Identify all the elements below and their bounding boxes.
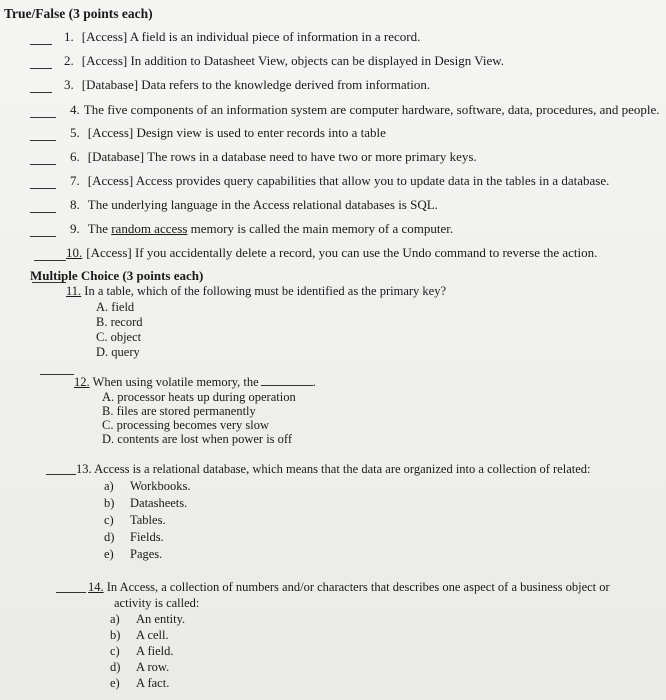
tf-question-row	[0, 148, 666, 170]
question-text: 9. The random access memory is called the main memory of a computer.	[70, 221, 454, 236]
tf-question-row	[0, 52, 666, 74]
answer-blank[interactable]	[56, 592, 86, 593]
option: C. object	[96, 330, 142, 344]
option: C. processing becomes very slow	[102, 418, 269, 432]
tf-question-row	[0, 220, 666, 242]
option: d) Fields.	[104, 530, 164, 544]
question-text: 7. [Access] Access provides query capabilities that allow you to update data in the tables in a database.	[70, 173, 610, 188]
fill-in-blank[interactable]	[261, 385, 313, 386]
question-text: 4. The five components of an information system are computer hardware, software, data, procedures, and people.	[70, 102, 660, 117]
option: A. field	[96, 300, 135, 314]
option: c) Tables.	[104, 513, 166, 527]
answer-blank[interactable]	[30, 68, 52, 69]
tf-question-row	[0, 172, 666, 194]
answer-blank[interactable]	[30, 236, 56, 237]
question-14-stem-continued: activity is called:	[114, 596, 200, 610]
option: a) An entity.	[110, 612, 186, 626]
option: e) Pages.	[104, 547, 163, 561]
option: D. query	[96, 345, 140, 359]
option: B. files are stored permanently	[102, 404, 256, 418]
multiple-choice-heading: Multiple Choice (3 points each)	[30, 268, 204, 283]
answer-blank[interactable]	[30, 44, 52, 45]
question-text: 6. [Database] The rows in a database need to have two or more primary keys.	[70, 149, 477, 164]
answer-blank[interactable]	[30, 212, 56, 213]
question-14-stem: 14. In Access, a collection of numbers and/or characters that describes one aspect of a business object or	[88, 580, 610, 594]
question-text: 5. [Access] Design view is used to enter records into a table	[70, 125, 386, 140]
tf-question-row	[0, 244, 666, 266]
question-text: 1. [Access] A field is an individual piece of information in a record.	[64, 29, 421, 44]
answer-blank[interactable]	[30, 188, 56, 189]
answer-blank[interactable]	[30, 92, 52, 93]
question-11-stem: 11. In a table, which of the following must be identified as the primary key?	[66, 284, 446, 298]
option: a) Workbooks.	[104, 479, 191, 493]
true-false-heading: True/False (3 points each)	[4, 6, 153, 21]
option: B. record	[96, 315, 143, 329]
tf-question-row	[0, 76, 666, 98]
tf-question-row	[0, 28, 666, 50]
tf-question-row	[0, 196, 666, 218]
tf-question-row	[0, 124, 666, 146]
question-13-stem: 13. Access is a relational database, which means that the data are organized into a collection of related:	[76, 462, 591, 476]
answer-blank[interactable]	[34, 260, 66, 261]
option: D. contents are lost when power is off	[102, 432, 293, 446]
answer-blank[interactable]	[32, 282, 66, 283]
answer-blank[interactable]	[40, 374, 74, 375]
question-text: 10. [Access] If you accidentally delete a record, you can use the Undo command to reverse the action.	[66, 245, 598, 260]
question-12-stem: 12. When using volatile memory, the .	[74, 375, 316, 389]
answer-blank[interactable]	[30, 117, 56, 118]
question-text: 8. The underlying language in the Access relational databases is SQL.	[70, 197, 438, 212]
option: d) A row.	[110, 660, 170, 674]
question-text: 3. [Database] Data refers to the knowledge derived from information.	[64, 77, 431, 92]
option: b) Datasheets.	[104, 496, 188, 510]
answer-blank[interactable]	[46, 474, 76, 475]
option: b) A cell.	[110, 628, 169, 642]
option: c) A field.	[110, 644, 174, 658]
option: A. processor heats up during operation	[102, 390, 296, 404]
option: e) A fact.	[110, 676, 170, 690]
tf-question-row	[0, 101, 666, 123]
question-text: 2. [Access] In addition to Datasheet View, objects can be displayed in Design View.	[64, 53, 505, 68]
answer-blank[interactable]	[30, 140, 56, 141]
answer-blank[interactable]	[30, 164, 56, 165]
